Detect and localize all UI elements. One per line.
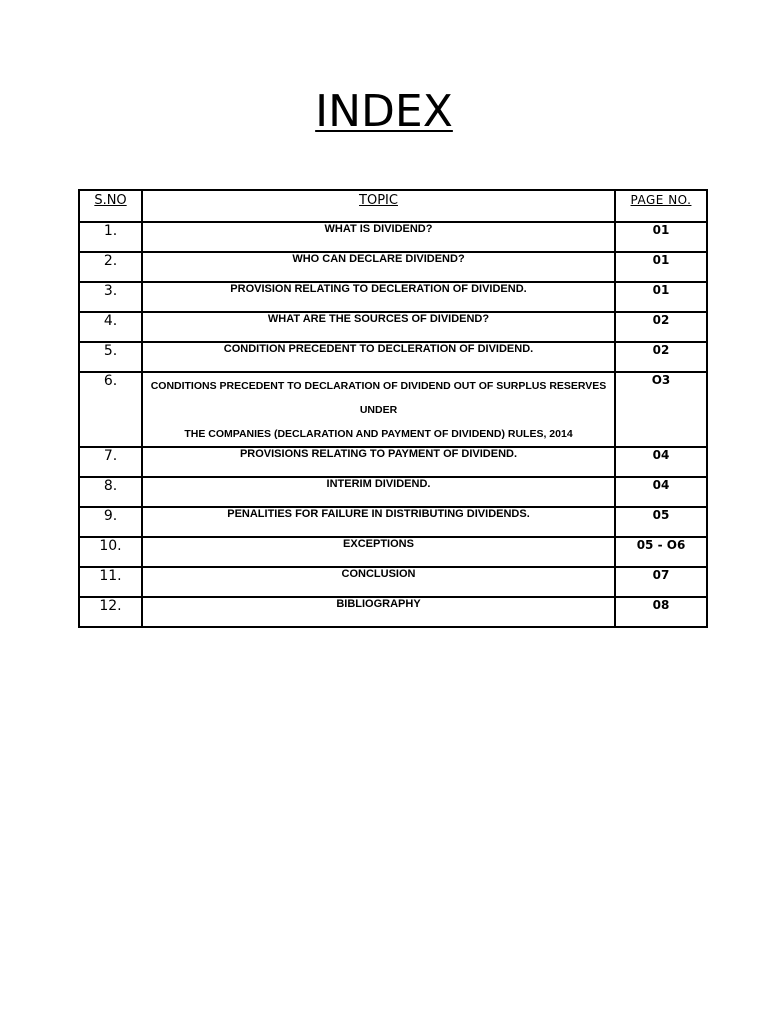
row-topic: CONDITION PRECEDENT TO DECLERATION OF DIVIDEND. bbox=[142, 342, 615, 372]
row-sno: 3. bbox=[79, 282, 142, 312]
row-topic: PENALITIES FOR FAILURE IN DISTRIBUTING DIVIDENDS. bbox=[142, 507, 615, 537]
table-row bbox=[79, 597, 707, 627]
row-topic: PROVISION RELATING TO DECLERATION OF DIVIDEND. bbox=[142, 282, 615, 312]
row-page: O3 bbox=[615, 372, 707, 447]
row-sno: 5. bbox=[79, 342, 142, 372]
row-sno: 9. bbox=[79, 507, 142, 537]
row-page: 05 bbox=[615, 507, 707, 537]
header-sno: S.NO bbox=[79, 190, 142, 222]
row-topic: INTERIM DIVIDEND. bbox=[142, 477, 615, 507]
row-topic: CONCLUSION bbox=[142, 567, 615, 597]
row-topic: BIBLIOGRAPHY bbox=[142, 597, 615, 627]
row-page: 01 bbox=[615, 252, 707, 282]
table-header-row bbox=[79, 190, 707, 222]
table-row bbox=[79, 537, 707, 567]
row-sno: 11. bbox=[79, 567, 142, 597]
table-row bbox=[79, 312, 707, 342]
row-page: 02 bbox=[615, 342, 707, 372]
header-topic: TOPIC bbox=[142, 190, 615, 222]
row-topic: WHAT IS DIVIDEND? bbox=[142, 222, 615, 252]
row-page: 04 bbox=[615, 477, 707, 507]
table-row bbox=[79, 372, 707, 447]
table-row bbox=[79, 507, 707, 537]
row-sno: 10. bbox=[79, 537, 142, 567]
row-page: 02 bbox=[615, 312, 707, 342]
index-table bbox=[78, 189, 708, 628]
row-topic: EXCEPTIONS bbox=[142, 537, 615, 567]
row-page: 05 - O6 bbox=[615, 537, 707, 567]
row-sno: 6. bbox=[79, 372, 142, 447]
table-row bbox=[79, 477, 707, 507]
table-row bbox=[79, 282, 707, 312]
table-row bbox=[79, 342, 707, 372]
row-topic: PROVISIONS RELATING TO PAYMENT OF DIVIDEND. bbox=[142, 447, 615, 477]
row-sno: 12. bbox=[79, 597, 142, 627]
page-title: INDEX bbox=[315, 86, 453, 137]
row-page: 01 bbox=[615, 282, 707, 312]
row-page: 08 bbox=[615, 597, 707, 627]
row-sno: 1. bbox=[79, 222, 142, 252]
row-sno: 2. bbox=[79, 252, 142, 282]
row-page: 07 bbox=[615, 567, 707, 597]
row-page: 04 bbox=[615, 447, 707, 477]
row-topic: WHO CAN DECLARE DIVIDEND? bbox=[142, 252, 615, 282]
row-topic-line-2: THE COMPANIES (DECLARATION AND PAYMENT OF DIVIDEND) RULES, 2014 bbox=[184, 428, 573, 440]
header-page-no: PAGE NO. bbox=[615, 190, 707, 222]
table-row bbox=[79, 252, 707, 282]
table-row bbox=[79, 222, 707, 252]
row-topic: WHAT ARE THE SOURCES OF DIVIDEND? bbox=[142, 312, 615, 342]
row-sno: 4. bbox=[79, 312, 142, 342]
table-row bbox=[79, 447, 707, 477]
row-sno: 7. bbox=[79, 447, 142, 477]
table-row bbox=[79, 567, 707, 597]
row-sno: 8. bbox=[79, 477, 142, 507]
row-topic-line-1: CONDITIONS PRECEDENT TO DECLARATION OF DIVIDEND OUT OF SURPLUS RESERVES UNDER bbox=[150, 380, 607, 416]
row-page: 01 bbox=[615, 222, 707, 252]
row-topic bbox=[142, 372, 615, 447]
